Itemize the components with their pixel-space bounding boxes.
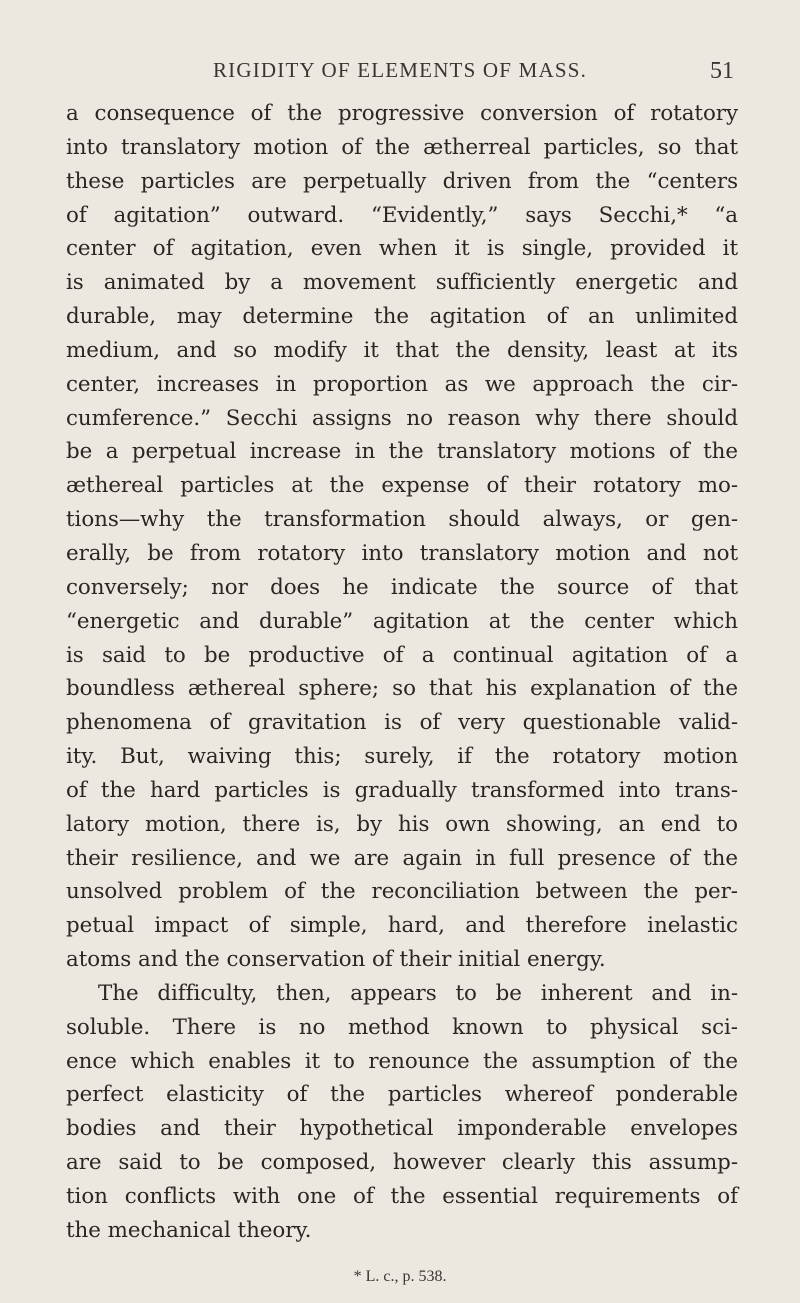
text-line: cumference.” Secchi assigns no reason why there should: [66, 405, 738, 431]
running-head: [0, 58, 800, 88]
page-number: 51: [710, 58, 734, 84]
text-line: “energetic and durable” agitation at the center which: [66, 608, 738, 634]
text-line: be a perpetual increase in the translatory motions of the: [66, 439, 738, 465]
text-line: erally, be from rotatory into translatory motion and not: [66, 540, 738, 566]
text-line: is animated by a movement sufficiently energetic and: [66, 270, 738, 296]
running-title: RIGIDITY OF ELEMENTS OF MASS.: [212, 58, 588, 82]
body-text: [66, 97, 738, 1248]
text-line: durable, may determine the agitation of an unlimited: [66, 304, 738, 330]
text-line: atoms and the conservation of their initial energy.: [66, 947, 606, 973]
text-line: unsolved problem of the reconciliation between the per-: [66, 879, 738, 905]
text-line: phenomena of gravitation is of very questionable valid-: [66, 710, 738, 736]
text-line: are said to be composed, however clearly this assump-: [66, 1150, 738, 1176]
text-line: of agitation” outward. “Evidently,” says Secchi,* “a: [66, 202, 738, 228]
text-line: The difficulty, then, appears to be inherent and in-: [98, 980, 738, 1006]
text-line: these particles are perpetually driven from the “centers: [66, 168, 738, 194]
text-line: a consequence of the progressive conversion of rotatory: [66, 101, 738, 126]
text-line: tions—why the transformation should always, or gen-: [66, 507, 738, 533]
text-line: boundless æthereal sphere; so that his explanation of the: [66, 676, 738, 702]
text-line: bodies and their hypothetical imponderable envelopes: [66, 1116, 738, 1142]
text-line: tion conflicts with one of the essential requirements of: [66, 1184, 738, 1209]
footnote: * L. c., p. 538.: [353, 1268, 447, 1285]
text-line: center, increases in proportion as we approach the cir-: [66, 371, 738, 397]
text-line: petual impact of simple, hard, and therefore inelastic: [66, 913, 738, 939]
text-line: perfect elasticity of the particles whereof ponderable: [66, 1082, 738, 1108]
text-line: of the hard particles is gradually transformed into trans-: [66, 777, 738, 803]
text-line: soluble. There is no method known to physical sci-: [66, 1014, 738, 1040]
text-line: latory motion, there is, by his own showing, an end to: [66, 811, 738, 837]
text-line: is said to be productive of a continual agitation of a: [66, 642, 738, 668]
text-line: conversely; nor does he indicate the source of that: [66, 574, 738, 600]
text-line: medium, and so modify it that the density, least at its: [66, 337, 738, 363]
text-line: center of agitation, even when it is single, provided it: [66, 236, 738, 262]
text-line: their resilience, and we are again in full presence of the: [66, 845, 738, 871]
text-line: the mechanical theory.: [66, 1217, 312, 1243]
text-line: ence which enables it to renounce the assumption of the: [66, 1048, 738, 1074]
text-line: ity. But, waiving this; surely, if the rotatory motion: [66, 744, 738, 770]
text-line: æthereal particles at the expense of their rotatory mo-: [66, 473, 738, 499]
text-line: into translatory motion of the ætherreal particles, so that: [66, 134, 738, 160]
